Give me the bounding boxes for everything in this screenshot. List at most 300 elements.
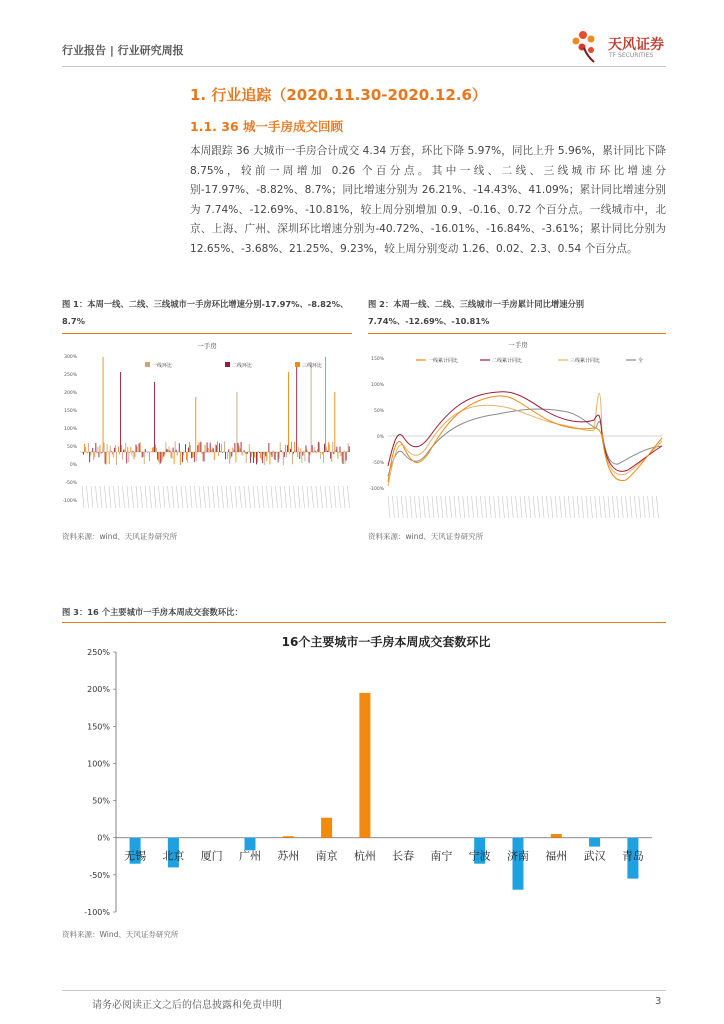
figure1-xtick [141,486,143,508]
figure1-bar [244,450,245,452]
figure1-bar [301,452,302,463]
figure1-bar [310,452,311,455]
figure1-bar [327,451,328,452]
figure2-xtick [546,496,548,518]
figure1-bar [318,442,319,452]
figure1-bar [313,452,314,453]
figure1-bar [238,443,239,452]
body-paragraph: 本周跟踪 36 大城市一手房合计成交 4.34 万套，环比下降 5.97%，同比上升 5.96%，累计同比下降 8.75%，较前一周增加 0.26 个百分点。其中一线、二线、三线城市环比增速分别-17.97%、-8.82%、8.7%；同比增速分别为 26.21%、-14.43%、41.09%；累计同比增速分别为 7.74%、-12.69%、-10.81%，较上周分别增加 0.9、-0.16、0.72 个百分点。一线城市中，北京、上海、广州、深圳环比增速分别为-40.72%、-16.01%、-16.84%、-3.61%；累计同比分别为 12.65%、-3.68%、21.25%、9.23%，较上周分别变动 1.26、0.02、2.3、0.54 个百分点。 [190,145,666,255]
figure1-bar [88,443,89,452]
figure2-xtick [489,496,491,518]
figure1-bar [323,452,324,463]
figure1-bar [206,452,207,453]
figure1-bar [105,452,106,464]
figure2-xtick [485,496,487,518]
figure3-bar [513,838,524,890]
figure1-bar [131,452,132,456]
figure1-bar [101,452,102,455]
figure1-bar [179,443,180,452]
figure1-xtick [316,486,318,508]
figure1-xtick [231,486,233,508]
figure2-xtick [573,496,575,518]
figure1-bar [211,450,212,452]
figure1-chart [62,336,352,524]
figure1-bar [256,452,257,464]
figure1-bar [84,444,85,452]
figure1-bar [251,452,252,457]
figure3-caption: 图 3：16 个主要城市一手房本周成交套数环比： [62,607,243,617]
figure1-xtick [249,486,251,508]
figure1-bar [329,444,330,452]
figure1-xtick [186,486,188,508]
figure1-bar [281,450,282,452]
figure1-bar [213,448,214,452]
figure1-bar [183,452,184,455]
figure1-bar [132,451,133,452]
figure1-bar [291,442,292,452]
figure2-xtick [529,496,531,518]
figure2-ytick: 50% [373,409,384,414]
figure1-bar [319,443,320,452]
figure3-ytick-label: 0% [97,833,110,843]
figure2-xtick [560,496,562,518]
figure2-xtick [520,496,522,518]
figure2-xtick [414,496,416,518]
figure1-bar [85,447,86,452]
figure1-bar [100,445,101,452]
figure1-bar [93,452,94,460]
figure1-xtick [343,486,345,508]
figure2-xtick [498,496,500,518]
figure1-rule [62,333,352,334]
figure1-bar [139,443,140,452]
figure1-bar [214,452,215,460]
figure1-bar [246,452,247,463]
figure1-xtick [258,486,260,508]
figure1-xtick [105,486,107,508]
figure1-bar [221,444,222,452]
figure1-bar [124,450,125,452]
figure2-series-tier2 [388,392,662,472]
figure1-ytick: 250% [64,373,77,378]
figure2-legend-1: 一线累计同比 [428,358,459,364]
figure1-bar [295,451,296,453]
figure3-category-label: 武汉 [583,849,606,863]
figure1-bar [275,452,276,460]
figure1-bar [176,450,177,452]
figure3-bar [321,818,332,838]
figure1-bar [82,452,83,453]
figure1-bar [193,452,194,457]
figure1-xtick [262,486,264,508]
figure1-bar [276,452,277,453]
figure1-bar [90,452,91,455]
figure1-bar [172,452,173,459]
figure1-bar [260,452,261,458]
figure1-bar [182,452,183,462]
figure1-xtick [334,486,336,508]
figure1-bar [197,445,198,452]
figure1-bar [219,443,220,452]
figure1-bar [212,447,213,452]
figure1-bar [87,452,88,453]
figure1-xtick [177,486,179,508]
figure1-xtick [127,486,129,508]
figure3-category-label: 北京 [162,849,185,863]
figure1-bar [262,452,263,463]
figure1-xtick [280,486,282,508]
figure1-bar [235,452,236,462]
figure3-bar [589,838,600,847]
figure1-xtick [100,486,102,508]
figure1-bar [341,452,342,456]
figure1-bar [156,448,157,452]
figure1-bar [349,446,350,452]
figure3-category-label: 宁波 [468,849,491,863]
figure1-bar [292,452,293,464]
figure1-bar [270,452,271,455]
figure1-bar [241,442,242,452]
figure1-bar [328,442,329,452]
figure1-bar [240,449,241,453]
figure1-bar [110,446,111,452]
figure1-bar [247,452,248,454]
figure1-bar [107,444,108,452]
figure1-bar [233,450,234,452]
figure1-xtick [199,486,201,508]
figure2-xtick [410,496,412,518]
figure1-xtick [91,486,93,508]
figure2-xtick [634,496,636,518]
figure1-xtick [118,486,120,508]
figure1-bar [288,372,289,452]
figure3-bar [551,834,562,838]
figure1-bar [128,452,129,462]
figure2-xtick [621,496,623,518]
figure1-bar [192,452,193,458]
figure1-bar [326,447,327,452]
figure1-caption: 图 1：本周一线、二线、三线城市一手房环比增速分别-17.97%、-8.82%、8.7% [62,299,349,326]
figure1-bar [174,452,175,464]
figure1-bar [118,447,119,452]
figure1-bar [245,452,246,454]
figure1-bar [94,452,95,457]
figure3-category-label: 济南 [507,849,529,863]
figure1-bar [89,452,90,462]
figure1-bar [320,452,321,459]
figure1-bar [162,452,163,459]
figure1-bar [261,452,262,460]
figure2-xtick [604,496,606,518]
figure1-xtick [213,486,215,508]
figure1-bar [324,444,325,452]
figure1-bar [111,451,112,452]
figure2-xtick [511,496,513,518]
figure3-source: 资料来源：Wind、天风证券研究所 [62,930,179,939]
figure1-bar [225,452,226,459]
figure2-xtick [432,496,434,518]
figure2-xtick [551,496,553,518]
figure1-xtick [325,486,327,508]
figure1-bar [125,443,126,452]
figure1-bar [201,452,202,454]
figure2-xtick [555,496,557,518]
figure1-bar [191,452,192,458]
figure1-bar [97,447,98,452]
figure1-bar [216,445,217,452]
figure2-xtick [595,496,597,518]
figure1-bar [177,452,178,455]
figure1-bar [231,452,232,457]
figure3-category-label: 青岛 [621,849,644,863]
figure1-bar [153,447,154,452]
figure1-xtick [240,486,242,508]
figure1-bar [199,443,200,452]
figure1-bar [130,447,131,452]
figure1-bar [264,452,265,465]
figure1-bar [196,452,197,461]
figure1-xtick [172,486,174,508]
figure1-bar [116,452,117,465]
figure3-ytick-label: 50% [92,796,110,806]
figure3-category-label: 南宁 [430,849,453,863]
figure2-xtick [599,496,601,518]
figure1-xtick [321,486,323,508]
figure1-bar [293,452,294,454]
page-number: 3 [655,996,662,1007]
figure2-xtick [568,496,570,518]
figure1-bar [102,452,103,453]
figure2-chart [368,336,666,524]
brand-subtitle: TF SECURITIES [609,52,654,59]
figure1-bar [332,442,333,452]
figure1-bar [144,452,145,464]
figure1-bar [347,451,348,452]
figure1-bar [217,441,218,452]
figure1-bar [234,443,235,452]
figure2-legend-2: 二线累计同比 [492,358,523,364]
figure1-bar [224,441,225,452]
figure3-chart [62,626,666,924]
figure1-bar [112,452,113,454]
figure1-ytick: 0% [69,463,77,468]
figure2-series-total [388,409,662,476]
figure1-ytick: 200% [64,391,77,396]
figure2-legend-4: 全 [638,358,644,364]
figure1-xtick [244,486,246,508]
figure1-xtick [303,486,305,508]
figure1-bar [278,452,279,462]
figure1-bar [309,452,310,463]
figure2-xtick [590,496,592,518]
figure1-bar [298,447,299,452]
figure1-bar [129,452,130,453]
figure2-xtick [507,496,509,518]
figure2-xtick [472,496,474,518]
figure1-bar [173,448,174,452]
figure2-xtick [656,496,658,518]
figure2-xtick [586,496,588,518]
figure3-category-label: 无锡 [124,849,147,863]
figure1-bar [121,445,122,452]
figure1-ytick: 300% [64,355,77,360]
figure2-xtick [652,496,654,518]
figure2-xtick [419,496,421,518]
figure1-bar [96,452,97,453]
figure1-xtick [267,486,269,508]
figure2-rule [368,333,666,334]
figure1-bar [166,449,167,452]
figure1-bar [92,448,93,452]
figure2-legend-3: 三线累计同比 [570,358,601,364]
figure1-bar [315,451,316,452]
figure1-bar [220,451,221,452]
figure1-xtick [163,486,165,508]
figure1-bar [304,452,305,461]
figure2-xtick [612,496,614,518]
figure1-source: 资料来源：wind、天风证券研究所 [62,532,178,541]
figure2-xtick [643,496,645,518]
figure1-bar [279,452,280,459]
figure3-ytick-label: 100% [87,759,110,769]
figure2-xtick [480,496,482,518]
figure2-series-tier1 [388,396,662,482]
figure1-bar [294,442,295,452]
figure1-bar [254,452,255,458]
figure2-ytick: -50% [372,461,384,466]
figure1-xtick [312,486,314,508]
figure1-bar [180,452,181,465]
figure1-bar [336,447,337,452]
figure3-ytick-label: 150% [87,722,110,732]
figure1-xtick [330,486,332,508]
figure1-bar [312,445,313,452]
figure1-bar [167,450,168,452]
figure1-bar [290,449,291,452]
figure1-bar [343,452,344,464]
figure3-ytick-label: 200% [87,685,110,695]
figure1-bar [207,442,208,452]
figure1-xtick [204,486,206,508]
figure2-xtick [617,496,619,518]
figure1-xtick [285,486,287,508]
figure1-xtick [195,486,197,508]
figure1-bar [159,452,160,464]
figure1-bar [164,452,165,455]
figure1-bar [287,445,288,452]
figure1-bar [95,443,96,452]
figure1-bar [140,442,141,452]
figure1-xtick [96,486,98,508]
figure2-xtick [441,496,443,518]
figure1-bar [227,452,228,459]
figure2-ytick: -100% [369,487,384,492]
figure1-bar [184,452,185,453]
figure1-xtick [217,486,219,508]
figure1-bar [122,452,123,460]
figure2-xtick [401,496,403,518]
figure1-bar [342,452,343,463]
figure1-bar [157,452,158,460]
figure1-bar [248,451,249,452]
figure1-xtick [123,486,125,508]
figure2-legend [416,357,643,364]
figure1-bar [345,452,346,464]
figure2-xtick [428,496,430,518]
figure1-xtick [168,486,170,508]
figure2-xtick [463,496,465,518]
figure1-bar [113,452,114,457]
figure2-xtick [458,496,460,518]
figure1-xtick [87,486,89,508]
figure2-xtick [516,496,518,518]
figure1-bar [311,362,312,452]
figure1-bar [186,452,187,460]
figure1-bar [171,452,172,458]
figure3-chart-title: 16个主要城市一手房本周成交套数环比 [281,635,491,649]
footer-disclaimer: 请务必阅读正文之后的信息披露和免责申明 [92,1000,282,1011]
figure1-bar [303,451,304,452]
figure1-xtick [208,486,210,508]
figure1-xtick [348,486,350,508]
figure1-legend [145,362,322,369]
figure1-xtick [82,486,84,508]
figure1-bar [346,452,347,461]
figure1-xtick [339,486,341,508]
figure1-bar [300,449,301,453]
figure1-bar [330,452,331,459]
figure1-bar [120,372,121,452]
figure1-legend-3: 三线环比 [302,363,323,369]
figure2-xtick [577,496,579,518]
figure1-bar [273,451,274,452]
figure1-chart-title: 一手房 [197,342,217,350]
figure2-ytick: 100% [371,383,384,388]
figure2-source: 资料来源：wind、天风证券研究所 [368,532,484,541]
figure1-xtick [159,486,161,508]
figure1-bar [222,452,223,453]
figure1-bar [317,449,318,452]
figure1-bar [297,452,298,457]
header-divider [62,66,666,67]
figure1-bar [163,452,164,457]
figure1-ytick: 100% [64,427,77,432]
figure2-xtick [564,496,566,518]
figure1-bar [340,447,341,452]
figure1-xtick [181,486,183,508]
figure3-rule [62,622,666,623]
figure1-bar [306,446,307,453]
figure1-bar [229,452,230,464]
figure1-bar [145,449,146,452]
figure1-bar [104,442,105,452]
figure1-bar [337,452,338,459]
figure1-ytick: -50% [65,481,77,486]
figure1-ytick: -100% [62,499,77,504]
figure1-bar [189,442,190,452]
figure1-ytick: 50% [66,445,77,450]
figure1-bar [223,451,224,452]
figure3-bar [245,838,256,851]
figure1-bar [210,443,211,452]
figure2-xtick [454,496,456,518]
figure1-bar [272,452,273,457]
figure1-xtick [136,486,138,508]
figure1-bar [274,452,275,459]
figure1-xtick [298,486,300,508]
figure1-xtick [154,486,156,508]
figure1-xtick [294,486,296,508]
